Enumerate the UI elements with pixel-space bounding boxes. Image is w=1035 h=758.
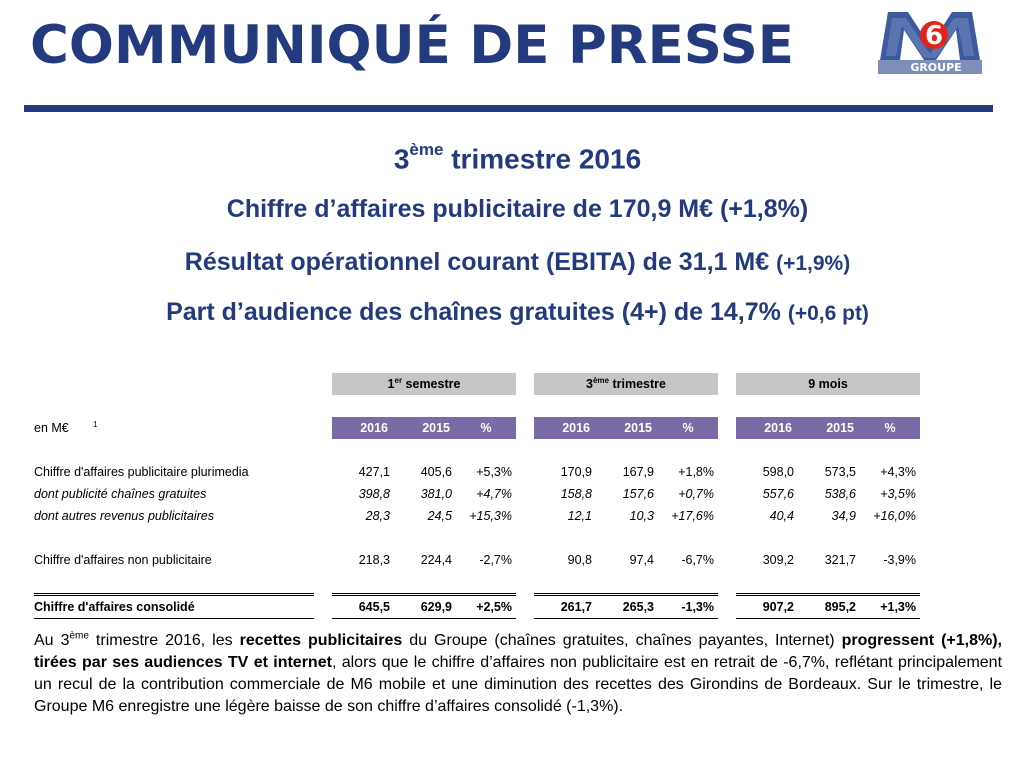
cell-value: 381,0: [420, 487, 452, 501]
cell-value: +2,5%: [456, 595, 516, 619]
press-release-banner: COMMUNIQUÉ DE PRESSE: [30, 15, 794, 76]
cell-value: -2,7%: [479, 553, 512, 567]
row-label: dont autres revenus publicitaires: [34, 509, 214, 523]
row-label: Chiffre d'affaires consolidé: [34, 595, 314, 619]
cell-value: +16,0%: [873, 509, 916, 523]
row-label: Chiffre d'affaires non publicitaire: [34, 553, 212, 567]
cell-value: +17,6%: [671, 509, 714, 523]
summary-paragraph: Au 3ème trimestre 2016, les recettes publicitaires du Groupe (chaînes gratuites, chaînes payantes, Internet) progressent (+1,8%), tirées par ses audiences TV et internet, alors que le chiffre d’affaires non publicitaire est en retrait de -6,7%, reflétant principalement un recul de la contribution commerciale de M6 mobile et une diminution des recettes des Girondins de Bordeaux. Sur le trimestre, le Groupe M6 enregistre une légère baisse de son chiffre d’affaires consolidé (-1,3%).: [34, 630, 1003, 715]
cell-value: 321,7: [824, 553, 856, 567]
cell-value: 97,4: [629, 553, 654, 567]
cell-value: +3,5%: [880, 487, 916, 501]
unit-label: en M€ $^1$: [34, 420, 98, 436]
cell-value: 405,6: [420, 465, 452, 479]
cell-value: +1,8%: [678, 465, 714, 479]
cell-value: -1,3%: [658, 595, 718, 619]
table-row-total: [34, 595, 920, 619]
headline-ebita: Résultat opérationnel courant (EBITA) de 31,1 M€ (+1,9%): [184, 248, 851, 276]
cell-value: 158,8: [560, 487, 592, 501]
cell-value: 12,1: [567, 509, 592, 523]
cell-value: 24,5: [427, 509, 452, 523]
m6-groupe-logo: [876, 8, 984, 76]
cell-value: 157,6: [622, 487, 654, 501]
cell-value: 28,3: [365, 509, 390, 523]
cell-value: 427,1: [358, 465, 390, 479]
group-header-row: [34, 373, 920, 395]
cell-value: +4,3%: [880, 465, 916, 479]
logo-digit: 6: [924, 21, 944, 51]
group-h1: 1er semestre: [332, 373, 516, 395]
group-q3: 3ème trimestre: [534, 373, 718, 395]
cell-value: 261,7: [534, 595, 596, 619]
cell-value: 598,0: [762, 465, 794, 479]
headline-audience-share: Part d’audience des chaînes gratuites (4+) de 14,7% (+0,6 pt): [166, 298, 869, 326]
cell-value: 538,6: [824, 487, 856, 501]
cell-value: 167,9: [622, 465, 654, 479]
cell-value: +0,7%: [678, 487, 714, 501]
cell-value: 645,5: [332, 595, 394, 619]
table-row: [34, 549, 920, 571]
cell-value: 170,9: [560, 465, 592, 479]
cell-value: -3,9%: [883, 553, 916, 567]
cell-value: 895,2: [798, 595, 860, 619]
cell-value: 40,4: [769, 509, 794, 523]
cell-value: 265,3: [596, 595, 658, 619]
cell-value: +15,3%: [469, 509, 512, 523]
table-row: [34, 505, 920, 527]
column-header-row: en M€ $^1$ 2016 2015 % 2016 2015 % 2016 2015 %: [34, 417, 920, 439]
cell-value: 557,6: [762, 487, 794, 501]
financial-table: [34, 373, 920, 619]
cell-value: +5,3%: [476, 465, 512, 479]
cell-value: 907,2: [736, 595, 798, 619]
cell-value: 629,9: [394, 595, 456, 619]
cell-value: 398,8: [358, 487, 390, 501]
cell-value: 34,9: [831, 509, 856, 523]
headline-ad-revenue: Chiffre d’affaires publicitaire de 170,9 M€ (+1,8%): [226, 195, 809, 223]
row-label: dont publicité chaînes gratuites: [34, 487, 207, 501]
cell-value: 90,8: [567, 553, 592, 567]
row-label: Chiffre d'affaires publicitaire plurimedia: [34, 465, 249, 479]
headline-quarter: 3ème trimestre 2016: [393, 140, 642, 175]
cell-value: 309,2: [762, 553, 794, 567]
cell-value: -6,7%: [681, 553, 714, 567]
table-row: [34, 461, 920, 483]
cell-value: 224,4: [420, 553, 452, 567]
logo-label: GROUPE: [910, 61, 962, 74]
cell-value: 573,5: [824, 465, 856, 479]
cell-value: +4,7%: [476, 487, 512, 501]
cell-value: 10,3: [629, 509, 654, 523]
table-row: [34, 483, 920, 505]
cell-value: +1,3%: [860, 595, 920, 619]
header-rule: [24, 105, 993, 112]
cell-value: 218,3: [358, 553, 390, 567]
group-9m: 9 mois: [736, 373, 920, 395]
